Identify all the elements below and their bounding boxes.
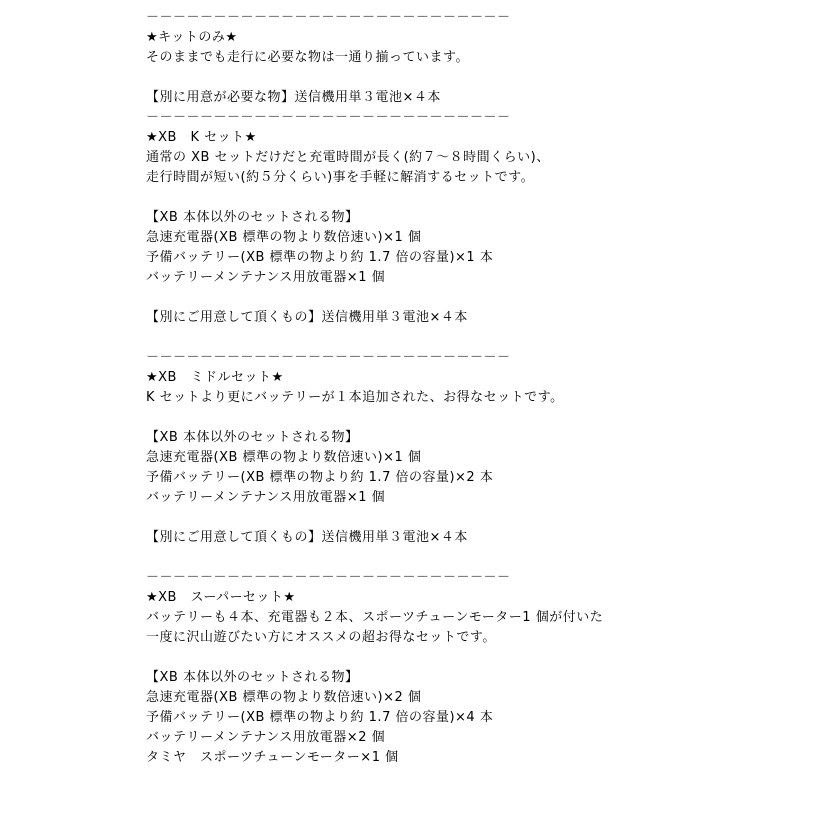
text-line: 急速充電器(XB 標準の物より数倍速い)×2 個 xyxy=(146,690,422,705)
text-line: 急速充電器(XB 標準の物より数倍速い)×1 個 xyxy=(146,230,422,245)
text-line: 通常の XB セットだけだと充電時間が長く(約７〜８時間くらい)、 xyxy=(146,150,550,165)
text-line: 【XB 本体以外のセットされる物】 xyxy=(146,430,359,445)
text-line: 【別にご用意して頂くもの】送信機用単３電池×４本 xyxy=(146,310,468,325)
text-line: 予備バッテリー(XB 標準の物より約 1.7 倍の容量)×2 本 xyxy=(146,470,494,485)
text-line: 急速充電器(XB 標準の物より数倍速い)×1 個 xyxy=(146,450,422,465)
product-description xyxy=(146,8,806,768)
text-line: 【別に用意が必要な物】送信機用単３電池×４本 xyxy=(146,90,441,105)
text-line: そのままでも走行に必要な物は一通り揃っています。 xyxy=(146,50,469,65)
section-heading-kit-only: ★キットのみ★ xyxy=(146,30,238,45)
text-line: バッテリーメンテナンス用放電器×2 個 xyxy=(146,730,386,745)
blank-line xyxy=(146,68,806,88)
text-line: 走行時間が短い(約５分くらい)事を手軽に解消するセットです。 xyxy=(146,170,535,185)
section-heading-k-set: ★XB K セット★ xyxy=(146,130,257,145)
blank-line xyxy=(146,408,806,428)
text-line: 【XB 本体以外のセットされる物】 xyxy=(146,210,359,225)
blank-line xyxy=(146,328,806,348)
text-line: 予備バッテリー(XB 標準の物より約 1.7 倍の容量)×1 本 xyxy=(146,250,494,265)
text-line: K セットより更にバッテリーが１本追加された、お得なセットです。 xyxy=(146,390,564,405)
blank-line xyxy=(146,548,806,568)
divider-line: －－－－－－－－－－－－－－－－－－－－－－－－－－－ xyxy=(146,570,511,585)
text-line: 予備バッテリー(XB 標準の物より約 1.7 倍の容量)×4 本 xyxy=(146,710,494,725)
text-line: バッテリーも４本、充電器も２本、スポーツチューンモーター1 個が付いた xyxy=(146,610,604,625)
text-line: 一度に沢山遊びたい方にオススメの超お得なセットです。 xyxy=(146,630,496,645)
text-line: バッテリーメンテナンス用放電器×1 個 xyxy=(146,490,386,505)
divider-line: －－－－－－－－－－－－－－－－－－－－－－－－－－－ xyxy=(146,110,511,125)
blank-line xyxy=(146,188,806,208)
blank-line xyxy=(146,288,806,308)
divider-line: －－－－－－－－－－－－－－－－－－－－－－－－－－－ xyxy=(146,10,511,25)
divider-line: －－－－－－－－－－－－－－－－－－－－－－－－－－－ xyxy=(146,350,511,365)
blank-line xyxy=(146,508,806,528)
text-line: 【XB 本体以外のセットされる物】 xyxy=(146,670,359,685)
text-line: バッテリーメンテナンス用放電器×1 個 xyxy=(146,270,386,285)
text-line: 【別にご用意して頂くもの】送信機用単３電池×４本 xyxy=(146,530,468,545)
section-heading-super-set: ★XB スーパーセット★ xyxy=(146,590,296,605)
blank-line xyxy=(146,648,806,668)
text-line: タミヤ スポーツチューンモーター×1 個 xyxy=(146,750,399,765)
section-heading-middle-set: ★XB ミドルセット★ xyxy=(146,370,284,385)
